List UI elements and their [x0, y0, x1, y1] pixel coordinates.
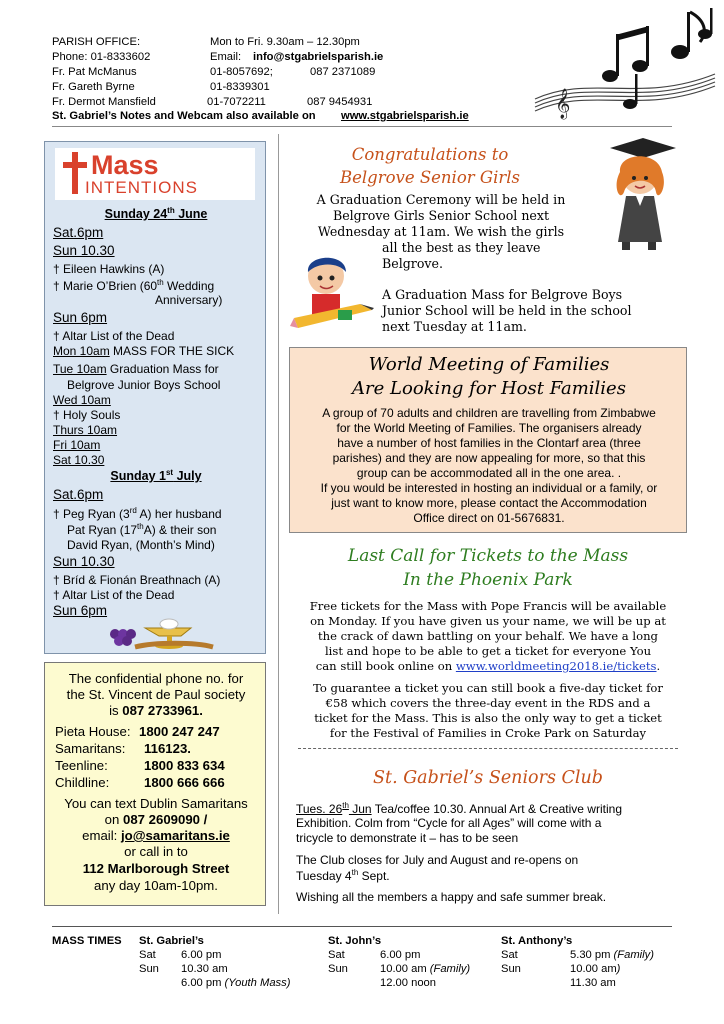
email-link[interactable]: info@stgabrielsparish.ie — [253, 51, 384, 63]
childline-label: Childline: — [55, 775, 110, 790]
graduate-girl-icon — [598, 132, 688, 252]
seniors-text: The Club closes for July and August and re-opens on — [296, 853, 579, 867]
tickets-text: the crack of dawn battling on your behalf. We have a long — [318, 629, 658, 643]
tickets-text: ticket for the Mass. This is also the only way to get a ticket — [314, 711, 662, 725]
seniors-text: Tuesday 4th Sept. — [296, 868, 390, 883]
teenline-label: Teenline: — [55, 758, 108, 773]
samaritans-email-link[interactable]: jo@samaritans.ie — [120, 828, 230, 843]
parish-website-link[interactable]: www.stgabrielsparish.ie — [341, 110, 469, 122]
congrats-text: Belgrove. — [382, 256, 443, 271]
mass-time: Sat 10.30 — [53, 453, 105, 467]
priest-phone: 01-8339301 — [210, 81, 270, 93]
wmf-title: Are Looking for Host Families — [352, 378, 626, 399]
intention: † Holy Souls — [53, 408, 121, 422]
tickets-text: can still book online on www.worldmeeting2018.ie/tickets. — [315, 659, 661, 673]
mass-time: Fri 10am — [53, 438, 101, 452]
congrats-title: Belgrove Senior Girls — [339, 168, 520, 187]
samaritans-text-number: on 087 2609090 / — [104, 812, 208, 827]
tickets-text: on Monday. If you have given us your name, we will be up at — [310, 614, 666, 628]
tickets-text: list and hope to be able to get a ticket for everyone You — [324, 644, 652, 658]
samaritans-label: Samaritans: — [55, 741, 126, 756]
intention: † Bríd & Fionán Breathnach (A) — [53, 573, 221, 587]
mass-time: 6.00 pm — [380, 949, 421, 961]
church-name: St. Anthony’s — [501, 935, 573, 947]
wmf-text: parishes) and they are now appealing for more, so that this — [332, 451, 646, 465]
church-name: St. Gabriel’s — [139, 935, 204, 947]
mass-time: 6.00 pm — [181, 949, 222, 961]
mass-day: Sun — [328, 963, 348, 975]
intention: † Marie O’Brien (60th Wedding — [53, 278, 215, 293]
mass-intentions-logo — [55, 148, 255, 200]
mass-time: Sun 6pm — [53, 603, 108, 618]
tickets-title: In the Phoenix Park — [403, 570, 573, 590]
svp-text: the St. Vincent de Paul society — [66, 687, 246, 702]
tickets-text: €58 which covers the three-day event in the RDS and a — [325, 696, 651, 710]
parish-office-label: PARISH OFFICE: — [52, 36, 141, 48]
sunday-heading: Sunday 1st July — [110, 468, 202, 484]
tickets-text: To guarantee a ticket you can still book a five-day ticket for — [313, 681, 663, 695]
mass-time: Sun 6pm — [53, 310, 108, 325]
mass-time: 10.30 am — [181, 963, 228, 975]
childline-number: 1800 666 666 — [144, 775, 225, 790]
congrats-text: next Tuesday at 11am. — [382, 319, 527, 334]
congrats-text: all the best as they leave — [382, 240, 541, 255]
seniors-title: St. Gabriel’s Seniors Club — [373, 768, 603, 788]
mass-time: 10.00 am (Family) — [380, 963, 471, 975]
mass-day: Sun — [139, 963, 159, 975]
mass-time: Thurs 10am — [53, 423, 118, 437]
wmf-box — [289, 347, 687, 533]
congrats-text: Belgrove Girls Senior School next — [332, 208, 550, 223]
teenline-number: 1800 833 634 — [144, 758, 225, 773]
boy-pencil-icon — [288, 248, 378, 340]
congrats-text: A Graduation Mass for Belgrove Boys — [382, 287, 623, 302]
congrats-title: Congratulations to — [351, 145, 509, 164]
mass-time: 5.30 pm (Family) — [570, 949, 654, 961]
seniors-text: Wishing all the members a happy and safe summer break. — [296, 890, 607, 904]
priest-phone: 01-7072211 — [207, 96, 266, 108]
sunday-heading: Sunday 24th June — [104, 206, 208, 222]
priest-mobile: 087 9454931 — [307, 96, 373, 108]
mass-time: Sun 10.30 — [53, 243, 115, 258]
seniors-text: Exhibition. Colm from “Cycle for all Ages” will come with a — [296, 816, 602, 830]
priest-phone: 01-8057692; — [210, 66, 273, 78]
samaritans-text: You can text Dublin Samaritans — [64, 796, 248, 811]
wmf-text: for the World Meeting of Families. The organisers already — [336, 421, 642, 435]
svg-text:𝄞: 𝄞 — [555, 89, 571, 119]
footer-divider — [52, 926, 672, 927]
wmf-text: have a number of host families in the Clontarf area (three — [337, 436, 641, 450]
seniors-text: tricycle to demonstrate it – has to be seen — [296, 831, 519, 845]
wmf-text: Office direct on 01-5676831. — [413, 511, 565, 525]
mass-times-label: MASS TIMES — [52, 935, 122, 947]
mass-day: Sat — [328, 949, 345, 961]
email-label: Email: — [210, 51, 242, 63]
priest-name: Fr. Dermot Mansfield — [52, 96, 156, 108]
music-notes-icon — [530, 4, 720, 122]
phone-label: Phone: 01-8333602 — [52, 51, 151, 63]
priest-name: Fr. Gareth Byrne — [52, 81, 135, 93]
webcam-text: St. Gabriel’s Notes and Webcam also available on — [52, 110, 316, 122]
wmf-text: just want to know more, please contact the Accommodation — [331, 496, 647, 510]
samaritans-number: 116123. — [144, 741, 191, 756]
mass-time: Wed 10am — [53, 393, 111, 407]
chalice-grapes-icon — [95, 614, 215, 650]
samaritans-text: or call in to — [124, 844, 188, 859]
intention: † Altar List of the Dead — [53, 588, 175, 602]
tickets-text: for the Festival of Families in Croke Park on Saturday — [329, 726, 647, 740]
pieta-label: Pieta House: — [55, 724, 131, 739]
pieta-number: 1800 247 247 — [139, 724, 220, 739]
mass-time: 12.00 noon — [380, 977, 436, 989]
mass-intentions-box — [44, 141, 266, 654]
mass-time: 10.00 am) — [570, 963, 621, 975]
mass-time: Sun 10.30 — [53, 554, 115, 569]
intention: Belgrove Junior Boys School — [67, 378, 221, 392]
helplines-box — [44, 662, 266, 906]
mass-time: Sat.6pm — [53, 487, 104, 502]
column-divider — [278, 134, 279, 914]
mass-time: Sat.6pm — [53, 225, 104, 240]
wmf-text: A group of 70 adults and children are travelling from Zimbabwe — [322, 406, 656, 420]
samaritans-address: 112 Marlborough Street — [82, 861, 230, 876]
intention: † Altar List of the Dead — [53, 329, 175, 343]
priest-name: Fr. Pat McManus — [52, 66, 137, 78]
svp-text: The confidential phone no. for — [68, 671, 244, 686]
congrats-text: A Graduation Ceremony will be held in — [316, 192, 566, 207]
intention: † Eileen Hawkins (A) — [53, 262, 165, 276]
header-divider — [52, 126, 672, 127]
intention: Mon 10am MASS FOR THE SICK — [53, 344, 235, 358]
logo-intentions-text: INTENTIONS — [85, 178, 198, 197]
congrats-text: Junior School will be held in the school — [382, 303, 632, 318]
svp-number: is 087 2733961. — [109, 703, 203, 718]
samaritans-hours: any day 10am-10pm. — [94, 878, 218, 893]
dashed-divider — [298, 748, 678, 749]
wmf-text: If you would be interested in hosting an individual or a family, or — [320, 481, 658, 495]
congrats-text: Wednesday at 11am. We wish the girls — [317, 224, 565, 239]
mass-time: 11.30 am — [570, 977, 616, 989]
logo-mass-text: Mass — [91, 150, 159, 180]
wmf-text: group can be accommodated all in the one area. . — [356, 466, 622, 480]
samaritans-email: email: jo@samaritans.ie — [82, 828, 230, 843]
intention: Tue 10am Graduation Mass for — [53, 362, 219, 376]
church-name: St. John’s — [328, 935, 382, 947]
mass-day: Sat — [139, 949, 156, 961]
intention: Pat Ryan (17thA) & their son — [67, 522, 217, 537]
parish-office-hours: Mon to Fri. 9.30am – 12.30pm — [210, 36, 360, 48]
seniors-text: Tues. 26th Jun Tea/coffee 10.30. Annual Art & Creative writing — [296, 801, 622, 816]
tickets-link[interactable]: www.worldmeeting2018.ie/tickets — [455, 659, 657, 673]
mass-day: Sun — [501, 963, 521, 975]
intention: David Ryan, (Month’s Mind) — [67, 538, 215, 552]
intention: Anniversary) — [155, 293, 223, 307]
intention: † Peg Ryan (3rd A) her husband — [53, 506, 222, 521]
tickets-text: Free tickets for the Mass with Pope Francis will be available — [309, 599, 667, 613]
mass-time: 6.00 pm (Youth Mass) — [181, 977, 291, 989]
mass-day: Sat — [501, 949, 518, 961]
wmf-title: World Meeting of Families — [368, 354, 610, 375]
priest-mobile: 087 2371089 — [310, 66, 376, 78]
tickets-title: Last Call for Tickets to the Mass — [347, 546, 629, 566]
